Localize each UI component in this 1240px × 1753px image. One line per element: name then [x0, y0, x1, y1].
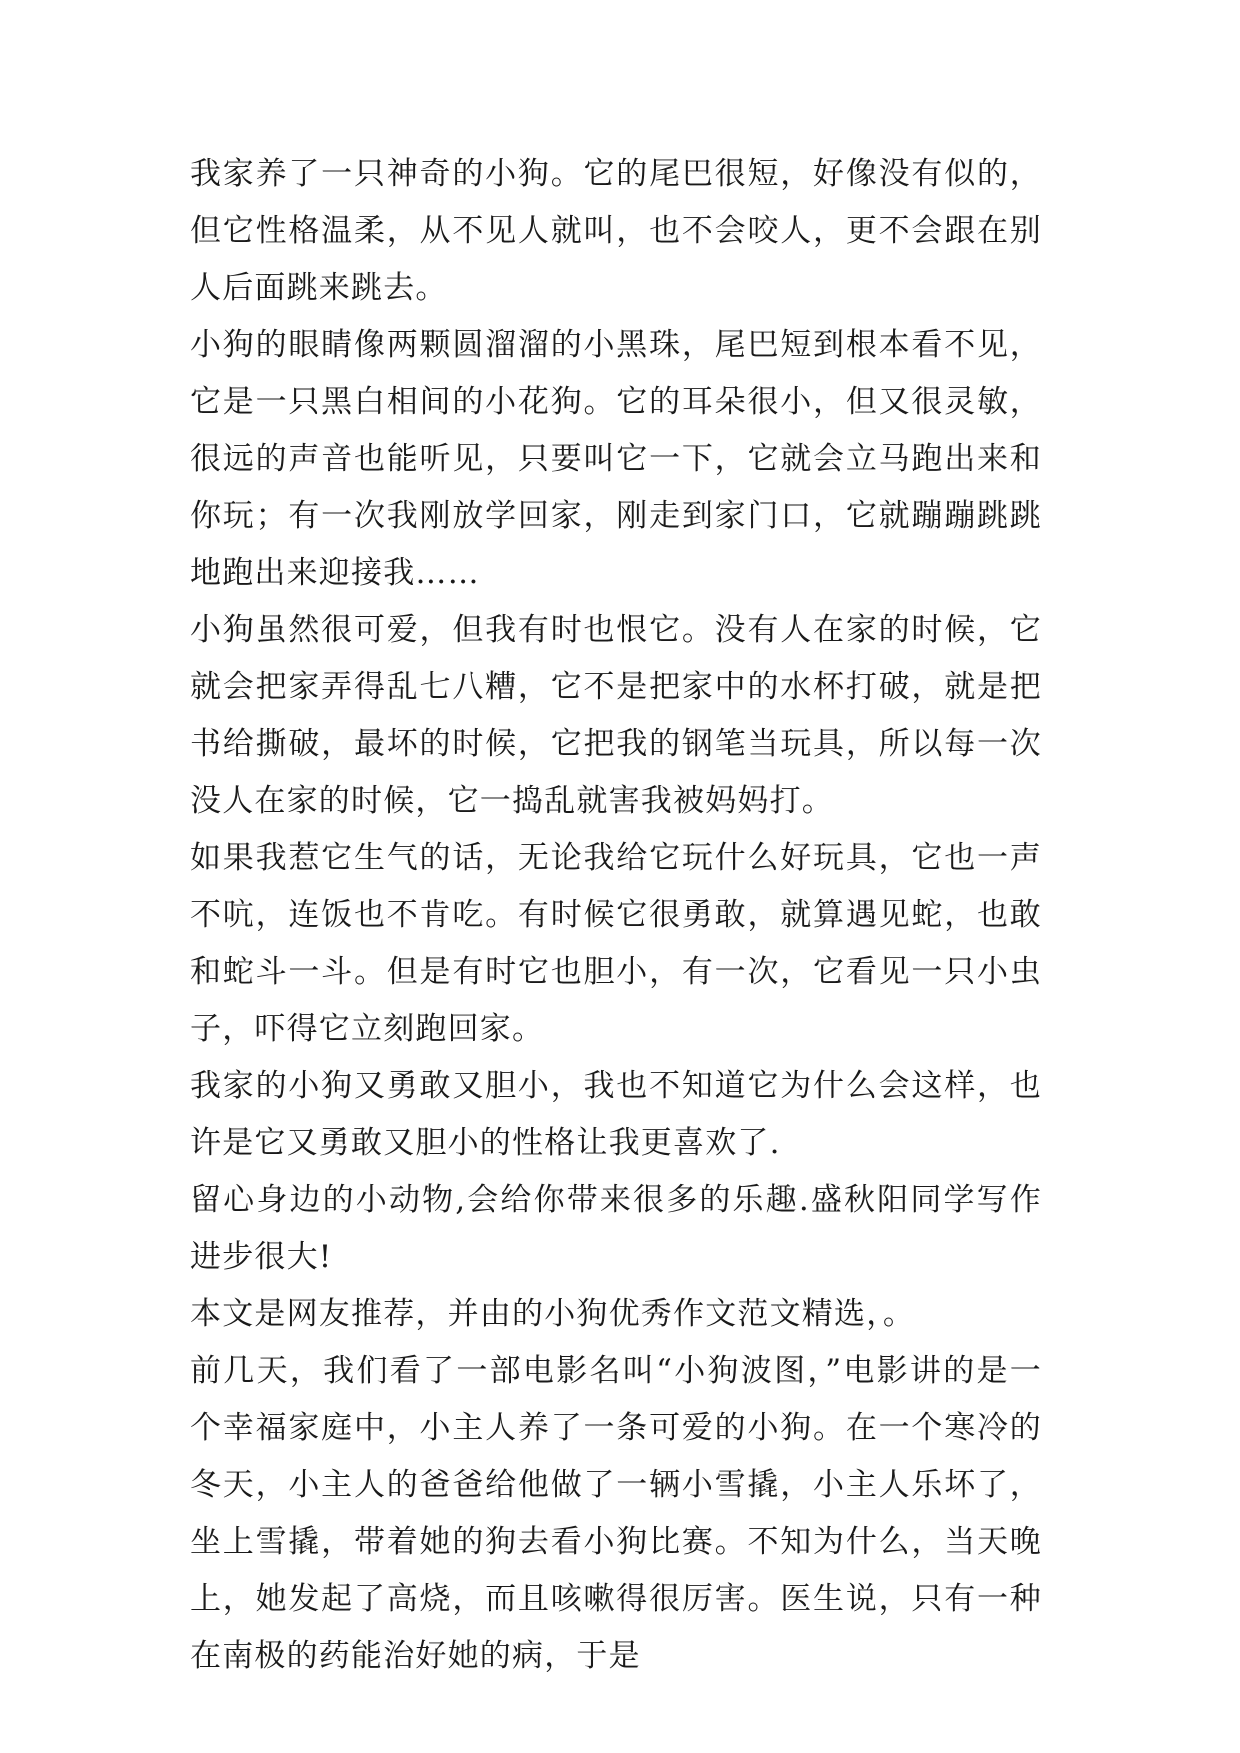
document-body: [190, 146, 1042, 1685]
paragraph-4: 如果我惹它生气的话，无论我给它玩什么好玩具，它也一声不吭，连饭也不肯吃。有时候它很勇敢，就算遇见蛇，也敢和蛇斗一斗。但是有时它也胆小，有一次，它看见一只小虫子，吓得它立刻跑回家。: [190, 840, 1042, 1047]
paragraph-8: 前几天，我们看了一部电影名叫“小狗波图，”电影讲的是一个幸福家庭中，小主人养了一条可爱的小狗。在一个寒冷的冬天，小主人的爸爸给他做了一辆小雪撬，小主人乐坏了，坐上雪撬，带着她的狗去看小狗比赛。不知为什么，当天晚上，她发起了高烧，而且咳嗽得很厉害。医生说，只有一种在南极的药能治好她的病，于是: [190, 1353, 1042, 1674]
paragraph-7: 本文是网友推荐，并由的小狗优秀作文范文精选，。: [190, 1296, 916, 1332]
paragraph-5: 我家的小狗又勇敢又胆小，我也不知道它为什么会这样，也许是它又勇敢又胆小的性格让我更喜欢了.: [190, 1068, 1042, 1161]
paragraph-2: 小狗的眼睛像两颗圆溜溜的小黑珠，尾巴短到根本看不见，它是一只黑白相间的小花狗。它的耳朵很小，但又很灵敏，很远的声音也能听见，只要叫它一下，它就会立马跑出来和你玩；有一次我刚放学回家，刚走到家门口，它就蹦蹦跳跳地跑出来迎接我……: [190, 327, 1042, 591]
paragraph-1: 我家养了一只神奇的小狗。它的尾巴很短，好像没有似的，但它性格温柔，从不见人就叫，也不会咬人，更不会跟在别人后面跳来跳去。: [190, 156, 1042, 306]
paragraph-6: 留心身边的小动物,会给你带来很多的乐趣.盛秋阳同学写作进步很大!: [190, 1182, 1042, 1275]
paragraph-3: 小狗虽然很可爱，但我有时也恨它。没有人在家的时候，它就会把家弄得乱七八糟，它不是把家中的水杯打破，就是把书给撕破，最坏的时候，它把我的钢笔当玩具，所以每一次没人在家的时候，它一捣乱就害我被妈妈打。: [190, 612, 1042, 819]
